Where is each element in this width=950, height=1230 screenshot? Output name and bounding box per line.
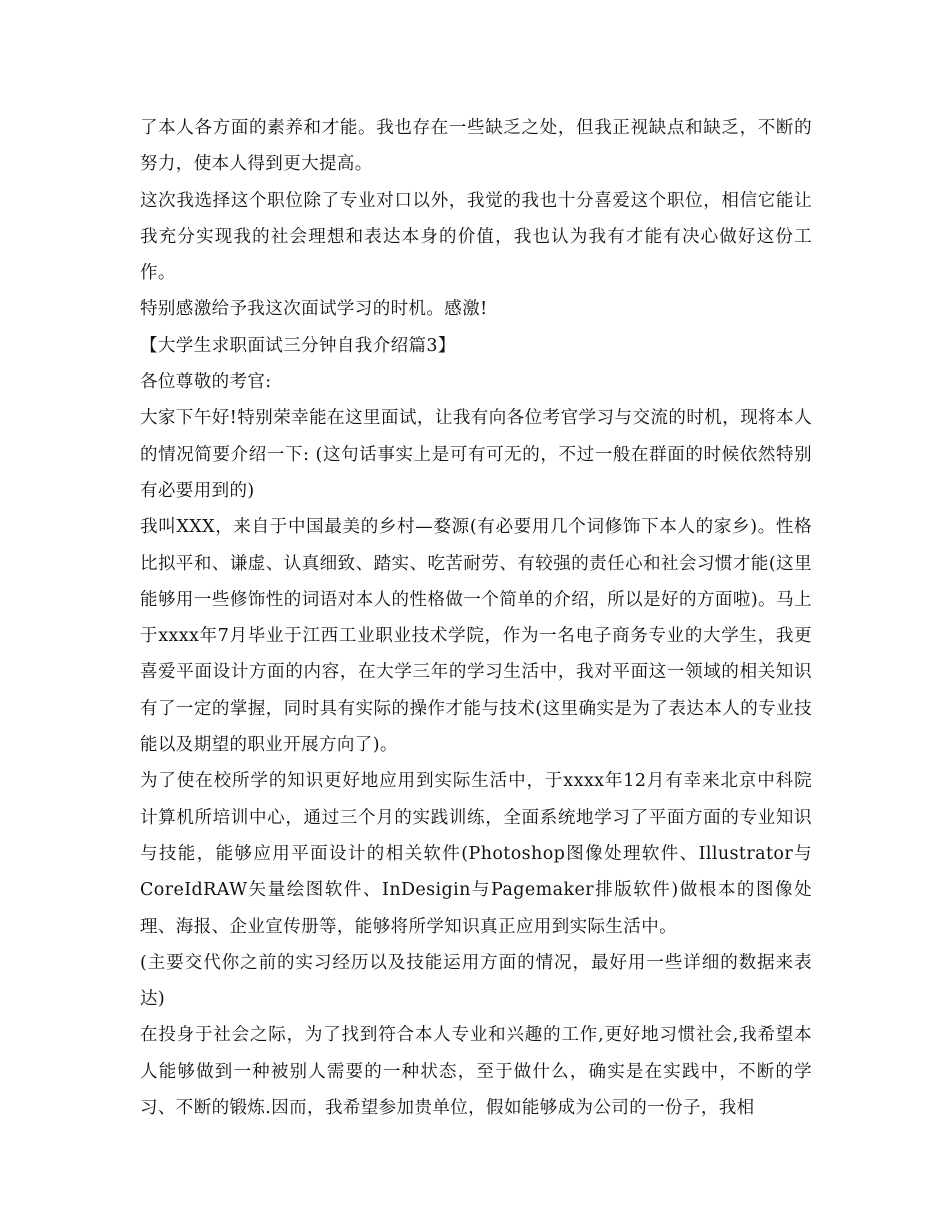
paragraph-1: 了本人各方面的素养和才能。我也存在一些缺乏之处，但我正视缺点和缺乏，不断的努力，使本人得到更大提高。 <box>140 118 812 175</box>
paragraph-9: (主要交代你之前的实习经历以及技能运用方面的情况，最好用一些详细的数据来表达) <box>140 952 812 1010</box>
paragraph-10: 在投身于社会之际，为了找到符合本人专业和兴趣的工作,更好地习惯社会,我希望本人能够做到一种被别人需要的一种状态，至于做什么，确实是在实践中，不断的学习、不断的锻炼.因而，我希望参加贵单位，假如能够成为公司的一份子，我相 <box>140 1025 812 1119</box>
paragraph-3: 特别感激给予我这次面试学习的时机。感激! <box>140 299 488 320</box>
paragraph-7: 我叫XXX，来自于中国最美的乡村—婺源(有必要用几个词修饰下本人的家乡)。性格比拟平和、谦虚、认真细致、踏实、吃苦耐劳、有较强的责任心和社会习惯才能(这里能够用一些修饰性的词语对本人的性格做一个简单的介绍，所以是好的方面啦)。马上于xxxx年7月毕业于江西工业职业技术学院，作为一名电子商务专业的大学生，我更喜爱平面设计方面的内容，在大学三年的学习生活中，我对平面这一领域的相关知识有了一定的掌握，同时具有实际的操作才能与技术(这里确实是为了表达本人的专业技能以及期望的职业开展方向了)。 <box>140 517 812 756</box>
salutation: 各位尊敬的考官: <box>140 372 272 393</box>
paragraph-6: 大家下午好!特别荣幸能在这里面试，让我有向各位考官学习与交流的时机，现将本人的情况简要介绍一下: (这句话事实上是可有可无的，不过一般在群面的时候依然特别有必要用到的) <box>140 408 812 501</box>
paragraph-2: 这次我选择这个职位除了专业对口以外，我觉的我也十分喜爱这个职位，相信它能让我充分实现我的社会理想和表达本身的价值，我也认为我有才能有决心做好这份工作。 <box>140 190 812 284</box>
document-body <box>140 110 812 1126</box>
section-heading: 【大学生求职面试三分钟自我介绍篇3】 <box>140 335 456 356</box>
paragraph-8: 为了使在校所学的知识更好地应用到实际生活中，于xxxx年12月有幸来北京中科院计算机所培训中心，通过三个月的实践训练，全面系统地学习了平面方面的专业知识与技能，能够应用平面设计的相关软件(Photoshop图像处理软件、Illustrator与CoreIdRAW矢量绘图软件、InDesigin与Pagemaker排版软件)做根本的图像处理、海报、企业宣传册等，能够将所学知识真正应用到实际生活中。 <box>140 771 812 937</box>
